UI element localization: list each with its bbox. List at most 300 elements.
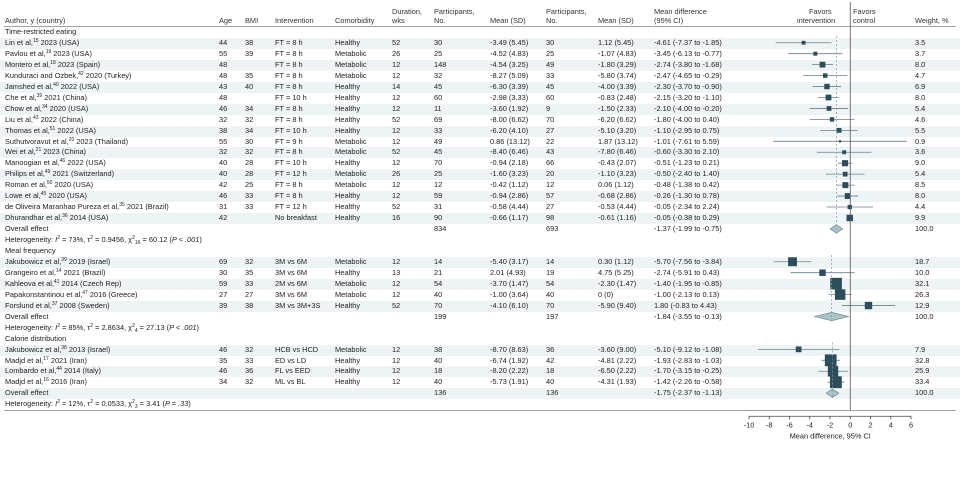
study-weight: 6.9 (915, 81, 926, 91)
intervention-mean-sd: -0.94 (2.86) (490, 191, 529, 201)
mean-difference-ci: -0.26 (-1.30 to 0.78) (654, 191, 720, 201)
study-weight: 3.5 (915, 37, 926, 47)
intervention-participants: 32 (434, 70, 443, 80)
study-intervention: 3M vs 6M (275, 256, 308, 266)
control-mean-sd: -5.90 (9.40) (598, 300, 637, 310)
mean-difference-ci: -1.00 (-2.13 to 0.13) (654, 289, 720, 299)
study-age: 42 (219, 180, 228, 190)
control-mean-sd: -1.50 (2.33) (598, 103, 637, 113)
intervention-participants: 54 (434, 278, 443, 288)
study-age: 42 (219, 213, 228, 223)
study-duration: 12 (392, 289, 401, 299)
study-comorbidity: Metabolic (335, 278, 367, 288)
study-effect-marker (830, 376, 842, 388)
favors-intervention-label-2: intervention (797, 16, 836, 25)
control-mean-sd: 1.12 (5.45) (598, 37, 634, 47)
col-header-duration-unit: wks (392, 16, 405, 25)
col-header-mean-difference: Mean difference (654, 7, 707, 16)
control-participants: 33 (546, 70, 555, 80)
col-header-intervention: Intervention (275, 16, 314, 25)
intervention-mean-sd: -8.27 (5.09) (490, 70, 529, 80)
study-author-name: Lowe et al, (5, 191, 41, 201)
study-year-country: 2019 (Israel) (66, 256, 111, 266)
study-effect-marker (842, 182, 848, 188)
study-bmi: 30 (245, 136, 254, 146)
study-author-name: Thomas et al, (5, 125, 50, 135)
intervention-mean-sd: -8.00 (6.62) (490, 114, 529, 124)
heterogeneity-part: = (140, 235, 149, 245)
study-year-country: 2022 (USA) (65, 158, 106, 168)
mean-difference-ci: -2.10 (-4.00 to -0.20) (654, 103, 722, 113)
study-intervention: FT = 10 h (275, 125, 307, 135)
col-header-comorbidity: Comorbidity (335, 16, 375, 25)
study-weight: 26.3 (915, 289, 930, 299)
study-effect-marker (827, 106, 832, 111)
intervention-mean-sd: -4.52 (4.83) (490, 48, 529, 58)
heterogeneity-part: ) (196, 322, 200, 332)
study-weight: 18.7 (915, 256, 930, 266)
reference-number: 50 (46, 180, 53, 187)
intervention-mean-sd: -0.66 (1.17) (490, 213, 529, 223)
control-participants: 70 (546, 300, 555, 310)
study-year-country: 2021 (Brazil) (61, 267, 106, 277)
intervention-mean-sd: -1.60 (3.23) (490, 169, 529, 179)
study-weight: 8.0 (915, 191, 926, 201)
x-axis-tick-label: -4 (806, 420, 814, 430)
control-participants: 20 (546, 169, 555, 179)
study-age: 40 (219, 169, 228, 179)
intervention-participants: 30 (434, 37, 443, 47)
study-duration: 12 (392, 125, 401, 135)
study-weight: 9.9 (915, 213, 926, 223)
mean-difference-ci: -1.10 (-2.95 to 0.75) (654, 125, 720, 135)
study-age: 48 (219, 70, 228, 80)
heterogeneity-part: , χ (124, 399, 133, 409)
study-duration: 12 (392, 136, 401, 146)
study-weight: 4.4 (915, 202, 926, 212)
control-mean-sd: -3.60 (9.00) (598, 344, 637, 354)
study-intervention: FT = 8 h (275, 191, 303, 201)
heterogeneity-part: 2 (57, 322, 60, 329)
study-age: 30 (219, 267, 228, 277)
heterogeneity-part: 2 (132, 322, 135, 329)
col-header-duration: Duration, (392, 7, 422, 16)
study-intervention: FT = 12 h (275, 169, 307, 179)
study-year-country: 2023 (Spain) (55, 59, 101, 69)
heterogeneity-part: = (93, 322, 102, 332)
reference-number: 39 (61, 256, 67, 263)
study-duration: 26 (392, 169, 401, 179)
control-participants: 66 (546, 158, 555, 168)
heterogeneity-part: P < .001 (169, 322, 197, 332)
study-author-name: Jakubowicz et al, (5, 256, 62, 266)
study-year-country: 2020 (USA) (47, 103, 89, 113)
mean-difference-ci: -2.15 (-3.20 to -1.10) (654, 92, 722, 102)
mean-difference-ci: -0.51 (-1.23 to 0.21) (654, 158, 720, 168)
overall-mean-difference: -1.37 (-1.99 to -0.75) (654, 224, 722, 234)
intervention-participants: 40 (434, 355, 443, 365)
study-year-country: 2016 (Greece) (87, 289, 138, 299)
study-author-name: Jamshed et al, (5, 81, 54, 91)
heterogeneity-part: = (59, 399, 69, 409)
intervention-participants: 45 (434, 81, 443, 91)
mean-difference-ci: -1.80 (-4.00 to 0.40) (654, 114, 720, 124)
reference-number: 14 (55, 267, 62, 274)
study-bmi: 34 (245, 103, 254, 113)
control-participants: 18 (546, 366, 555, 376)
study-weight: 3.7 (915, 48, 926, 58)
study-duration: 12 (392, 344, 401, 354)
x-axis-tick-label: 0 (848, 420, 853, 430)
mean-difference-ci: 1.80 (-0.83 to 4.43) (654, 300, 717, 310)
subgroup-title: Calorie distribution (5, 333, 67, 343)
favors-control-label: Favors (853, 7, 876, 16)
control-participants: 9 (546, 103, 551, 113)
study-duration: 16 (392, 213, 401, 223)
study-comorbidity: Metabolic (335, 59, 367, 69)
heterogeneity-part: ( (167, 235, 172, 245)
mean-difference-ci: -1.70 (-3.15 to -0.25) (654, 366, 722, 376)
study-weight: 5.4 (915, 103, 926, 113)
study-comorbidity: Healthy (335, 202, 361, 212)
study-comorbidity: Healthy (335, 92, 361, 102)
mean-difference-ci: -2.30 (-3.70 to -0.90) (654, 81, 722, 91)
study-effect-marker (824, 84, 829, 89)
study-weight: 32.1 (915, 278, 930, 288)
intervention-participants: 69 (434, 114, 443, 124)
study-duration: 12 (392, 59, 401, 69)
heterogeneity-part: 2 (90, 235, 94, 242)
heterogeneity-part: = (93, 235, 102, 245)
study-author-name: Lombardo et al, (5, 366, 57, 376)
study-bmi: 33 (245, 202, 254, 212)
study-intervention: FT = 8 h (275, 48, 303, 58)
control-participants: 43 (546, 147, 555, 157)
intervention-participants: 40 (434, 289, 443, 299)
study-author-name: Roman et al, (5, 180, 47, 190)
heterogeneity-part: , χ (124, 322, 133, 332)
heterogeneity-part: 0.9456 (101, 235, 125, 245)
study-weight: 33.4 (915, 377, 930, 387)
heterogeneity-part: ( (160, 399, 165, 409)
intervention-mean-sd: -5.73 (1.91) (490, 377, 529, 387)
study-author-name: Wei et al, (5, 147, 36, 157)
study-bmi: 33 (245, 191, 254, 201)
study-effect-marker (830, 278, 842, 290)
study-duration: 12 (392, 377, 401, 387)
study-intervention: FT = 10 h (275, 92, 307, 102)
overall-weight: 100.0 (915, 224, 934, 234)
study-effect-marker (837, 128, 842, 133)
intervention-participants: 38 (434, 344, 443, 354)
col-header-mean-control: Mean (SD) (598, 16, 634, 25)
col-header-weight: Weight, % (915, 16, 949, 25)
heterogeneity-part: 27.13 (146, 322, 165, 332)
intervention-mean-sd: -6.20 (4.10) (490, 125, 529, 135)
heterogeneity-part: 60.12 (148, 235, 168, 245)
mean-difference-ci: -1.01 (-7.61 to 5.59) (654, 136, 720, 146)
intervention-participants: 70 (434, 158, 443, 168)
control-participants: 14 (546, 256, 555, 266)
reference-number: 51 (49, 125, 56, 132)
heterogeneity-part: = (59, 322, 69, 332)
intervention-participants: 49 (434, 136, 443, 146)
study-year-country: 2023 (USA) (51, 48, 92, 58)
control-mean-sd: -4.00 (3.39) (598, 81, 637, 91)
study-year-country: 2013 (Israel) (66, 344, 111, 354)
heterogeneity-part: 73% (68, 235, 84, 245)
intervention-participants: 70 (434, 300, 443, 310)
col-header-author: Author, y (country) (5, 16, 66, 25)
x-axis-tick-label: 4 (888, 420, 893, 430)
control-mean-sd: 0.30 (1.12) (598, 256, 634, 266)
mean-difference-ci: -2.74 (-5.91 to 0.43) (654, 267, 720, 277)
study-weight: 10.0 (915, 267, 930, 277)
study-age: 55 (219, 48, 228, 58)
study-intervention: 3M vs 6M (275, 289, 308, 299)
study-weight: 5.4 (915, 169, 926, 179)
study-age: 69 (219, 256, 228, 266)
study-intervention: 2M vs 6M (275, 278, 308, 288)
study-duration: 12 (392, 92, 401, 102)
control-mean-sd: -2.30 (1.47) (598, 278, 637, 288)
intervention-mean-sd: -0.58 (4.44) (490, 202, 529, 212)
study-author-name: Liu et al, (5, 114, 33, 124)
study-author-name: Dhurandhar et al, (5, 213, 63, 223)
study-effect-marker (826, 95, 832, 101)
study-effect-marker (828, 366, 838, 376)
study-bmi: 38 (245, 37, 254, 47)
heterogeneity-part: 2 (90, 322, 94, 329)
col-header-participants-intervention: Participants, (434, 7, 475, 16)
study-author-name: Jakubowicz et al, (5, 344, 62, 354)
study-effect-marker (835, 289, 846, 300)
study-bmi: 25 (245, 180, 254, 190)
heterogeneity-part: Heterogeneity: (5, 399, 56, 409)
col-header-bmi: BMI (245, 16, 259, 25)
intervention-mean-sd: -0.42 (1.12) (490, 180, 529, 190)
heterogeneity-part: 2 (57, 235, 60, 242)
study-effect-marker (796, 346, 802, 352)
heterogeneity-part: , τ (83, 235, 91, 245)
study-author-name: Madjd et al, (5, 377, 44, 387)
study-duration: 52 (392, 37, 401, 47)
study-bmi: 36 (245, 366, 254, 376)
intervention-participants: 59 (434, 191, 443, 201)
overall-effect-label: Overall effect (5, 311, 49, 321)
study-author-name: Papakonstantinou et al, (5, 289, 83, 299)
heterogeneity-part: I (55, 322, 58, 332)
mean-difference-ci: -0.60 (-3.30 to 2.10) (654, 147, 720, 157)
col-header-age: Age (219, 16, 233, 25)
mean-difference-ci: -2.74 (-3.80 to -1.68) (654, 59, 722, 69)
control-participants: 12 (546, 180, 555, 190)
study-duration: 12 (392, 256, 401, 266)
study-age: 46 (219, 191, 228, 201)
heterogeneity-part: I (55, 399, 58, 409)
reference-number: 49 (44, 169, 51, 176)
mean-difference-ci: -5.10 (-9.12 to -1.08) (654, 344, 722, 354)
col-header-participants-control-no: No. (546, 16, 558, 25)
control-mean-sd: -1.07 (4.83) (598, 48, 637, 58)
study-comorbidity: Metabolic (335, 147, 367, 157)
study-year-country: 2021 (China) (42, 92, 87, 102)
study-effect-marker (843, 172, 848, 177)
study-bmi: 28 (245, 169, 254, 179)
intervention-mean-sd: 0.86 (13.12) (490, 136, 530, 146)
reference-number: 20 (68, 136, 75, 143)
mean-difference-ci: -1.42 (-2.26 to -0.58) (654, 377, 722, 387)
study-age: 39 (219, 300, 228, 310)
heterogeneity-part: = (137, 399, 147, 409)
study-duration: 52 (392, 114, 401, 124)
control-participants: 19 (546, 267, 555, 277)
overall-weight: 100.0 (915, 388, 934, 398)
intervention-mean-sd: -4.10 (6.10) (490, 300, 529, 310)
control-mean-sd: 0.06 (1.12) (598, 180, 634, 190)
reference-number: 16 (43, 377, 49, 384)
overall-control-total: 197 (546, 311, 559, 321)
intervention-participants: 33 (434, 125, 443, 135)
study-weight: 8.0 (915, 59, 926, 69)
study-comorbidity: Healthy (335, 114, 361, 124)
intervention-mean-sd: -8.20 (2.22) (490, 366, 529, 376)
study-duration: 12 (392, 180, 401, 190)
study-year-country: 2014 (USA) (67, 213, 109, 223)
heterogeneity-part: ( (164, 322, 170, 332)
study-effect-marker (842, 160, 848, 166)
study-year-country: 2016 (Iran) (48, 377, 87, 387)
study-effect-marker (845, 193, 851, 199)
study-weight: 5.5 (915, 125, 926, 135)
study-year-country: 2023 (USA) (38, 37, 80, 47)
heterogeneity-part: = (93, 399, 102, 409)
study-bmi: 34 (245, 125, 254, 135)
favors-intervention-label: Favors (809, 7, 832, 16)
study-duration: 12 (392, 158, 401, 168)
study-effect-marker (819, 269, 825, 275)
control-participants: 27 (546, 125, 555, 135)
mean-difference-ci: -2.47 (-4.65 to -0.29) (654, 70, 722, 80)
study-intervention: 3M vs 3M+3S (275, 300, 321, 310)
study-duration: 12 (392, 191, 401, 201)
study-effect-marker (825, 354, 837, 366)
study-bmi: 32 (245, 344, 254, 354)
col-header-mean-intervention: Mean (SD) (490, 16, 526, 25)
reference-number: 40 (53, 81, 59, 88)
heterogeneity-part: = (137, 322, 147, 332)
study-bmi: 32 (245, 147, 254, 157)
study-intervention: FT = 9 h (275, 136, 303, 146)
control-participants: 27 (546, 202, 555, 212)
mean-difference-ci: -4.61 (-7.37 to -1.85) (654, 37, 722, 47)
control-participants: 40 (546, 289, 555, 299)
study-comorbidity: Metabolic (335, 169, 367, 179)
study-duration: 12 (392, 103, 401, 113)
study-bmi: 40 (245, 81, 254, 91)
study-author-name: Kahleova et al, (5, 278, 54, 288)
intervention-participants: 90 (434, 213, 443, 223)
heterogeneity-part: 2.8634 (101, 322, 125, 332)
study-age: 32 (219, 147, 228, 157)
control-participants: 49 (546, 59, 555, 69)
control-participants: 42 (546, 355, 555, 365)
study-year-country: 2021 (Iran) (48, 355, 87, 365)
intervention-mean-sd: -6.74 (1.92) (490, 355, 529, 365)
study-comorbidity: Metabolic (335, 136, 367, 146)
heterogeneity-part: = (59, 235, 69, 245)
reference-number: 44 (56, 366, 62, 373)
mean-difference-ci: -1.40 (-1.95 to -0.85) (654, 278, 722, 288)
study-weight: 4.6 (915, 114, 926, 124)
control-mean-sd: -4.81 (2.22) (598, 355, 637, 365)
intervention-mean-sd: -3.60 (1.92) (490, 103, 529, 113)
study-comorbidity: Healthy (335, 191, 361, 201)
overall-effect-label: Overall effect (5, 224, 49, 234)
intervention-participants: 31 (434, 202, 443, 212)
study-author-name: Grangeiro et al, (5, 267, 56, 277)
reference-number: 42 (78, 70, 84, 77)
reference-number: 43 (32, 114, 39, 121)
study-comorbidity: Metabolic (335, 48, 367, 58)
control-mean-sd: -6.50 (2.22) (598, 366, 637, 376)
x-axis-tick-label: 2 (868, 420, 873, 430)
control-mean-sd: -5.80 (3.74) (598, 70, 637, 80)
study-age: 27 (219, 289, 228, 299)
study-duration: 12 (392, 355, 401, 365)
study-age: 34 (219, 377, 228, 387)
col-header-participants-intervention-no: No. (434, 16, 446, 25)
study-bmi: 39 (245, 48, 254, 58)
study-duration: 12 (392, 278, 401, 288)
study-effect-marker (839, 140, 841, 142)
study-bmi: 33 (245, 278, 254, 288)
col-header-ci: (95% CI) (654, 16, 684, 25)
study-age: 46 (219, 344, 228, 354)
study-intervention: FT = 8 h (275, 81, 303, 91)
heterogeneity-part: 12% (68, 399, 84, 409)
control-mean-sd: -7.80 (6.46) (598, 147, 637, 157)
overall-intervention-total: 136 (434, 388, 447, 398)
reference-number: 35 (119, 202, 125, 209)
study-year-country: 2022 (China) (38, 114, 84, 124)
reference-number: 19 (45, 48, 52, 55)
study-age: 40 (219, 158, 228, 168)
control-mean-sd: -0.43 (2.07) (598, 158, 637, 168)
study-effect-marker (865, 302, 872, 309)
reference-number: 39 (36, 92, 43, 99)
study-comorbidity: Healthy (335, 355, 361, 365)
reference-number: 15 (32, 37, 39, 44)
mean-difference-ci: -0.50 (-2.40 to 1.40) (654, 169, 720, 179)
study-weight: 0.9 (915, 136, 926, 146)
col-header-participants-control: Participants, (546, 7, 587, 16)
study-comorbidity: Healthy (335, 366, 361, 376)
study-comorbidity: Metabolic (335, 344, 367, 354)
control-participants: 25 (546, 48, 555, 58)
control-mean-sd: -5.10 (3.20) (598, 125, 637, 135)
overall-control-total: 693 (546, 224, 559, 234)
study-intervention: FL vs EED (275, 366, 311, 376)
intervention-participants: 40 (434, 377, 443, 387)
study-effect-marker (802, 41, 806, 45)
study-effect-marker (820, 62, 826, 68)
heterogeneity-part: 3 (134, 404, 138, 411)
study-duration: 14 (392, 81, 401, 91)
control-mean-sd: -6.20 (6.62) (598, 114, 637, 124)
study-intervention: ED vs LD (275, 355, 307, 365)
study-author-name: Chow et al, (5, 103, 42, 113)
